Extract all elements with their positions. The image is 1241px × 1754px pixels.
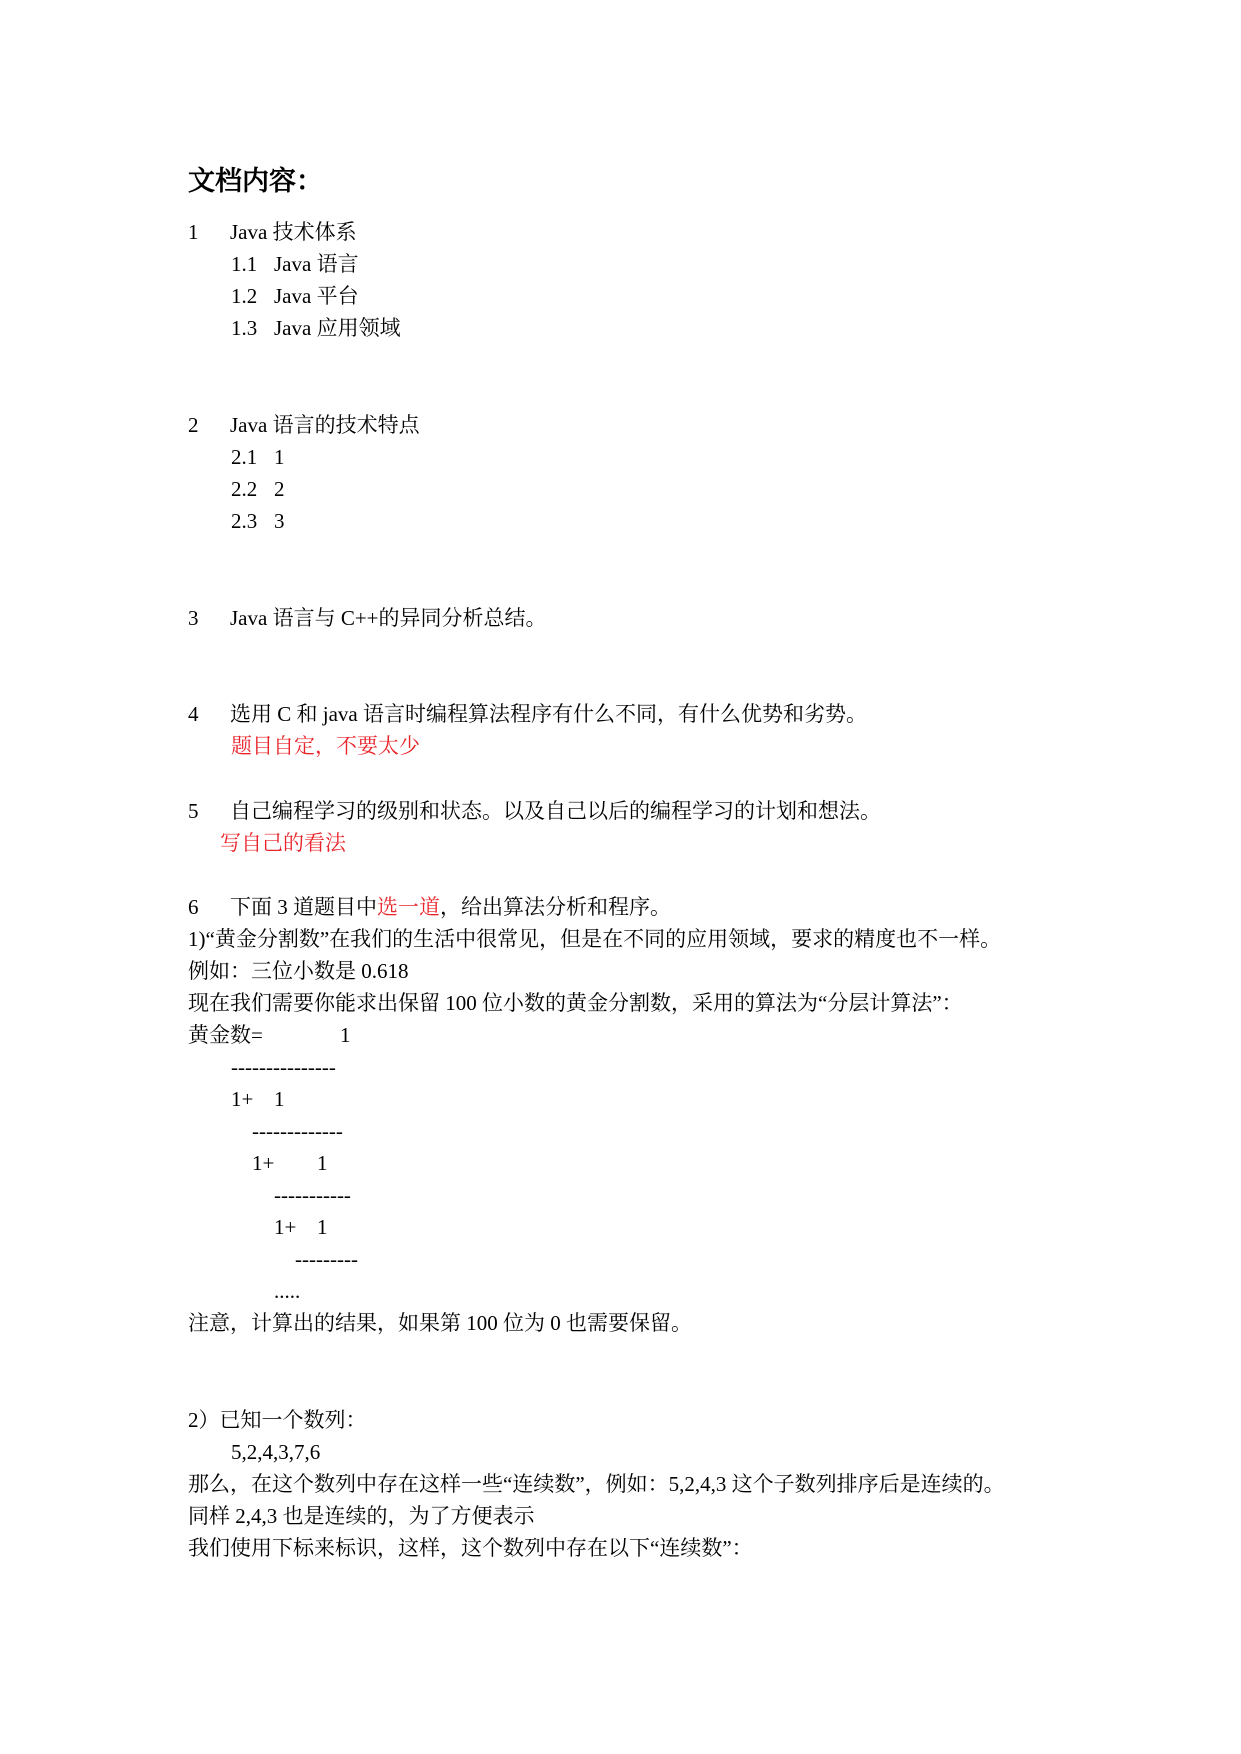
subsection-number: 1.1 — [231, 252, 258, 276]
problem-2-sequence: 5,2,4,3,7,6 — [231, 1440, 321, 1464]
section-text: Java 技术体系 — [230, 220, 357, 244]
problem-1-requirement: 现在我们需要你能求出保留 100 位小数的黄金分割数，采用的算法为“分层计算法”： — [188, 991, 963, 1015]
section-number: 1 — [188, 220, 199, 244]
subsection-1-2 — [231, 282, 359, 310]
subsection-number: 1.3 — [231, 316, 258, 340]
section-number: 3 — [188, 606, 199, 630]
formula-ellipsis: ..... — [274, 1279, 301, 1303]
subsection-text: Java 平台 — [274, 284, 359, 308]
subsection-number: 1.2 — [231, 284, 258, 308]
subsection-2-3 — [231, 507, 285, 535]
subsection-number: 2.3 — [231, 509, 258, 533]
formula-fraction-bar: --------------- — [231, 1055, 336, 1079]
subsection-text: Java 语言 — [274, 252, 359, 276]
subsection-1-3 — [231, 314, 401, 342]
subsection-text: 3 — [274, 509, 285, 533]
formula-level-1-numerator: 1 — [274, 1087, 285, 1111]
section-text-before: 下面 3 道题目中 — [230, 895, 377, 919]
formula-fraction-bar: --------- — [295, 1247, 358, 1271]
formula-fraction-bar: ----------- — [274, 1183, 351, 1207]
problem-1-note: 注意，计算出的结果，如果第 100 位为 0 也需要保留。 — [188, 1311, 692, 1335]
document-title: 文档内容： — [188, 166, 323, 197]
formula-level-2: 1+ — [252, 1151, 275, 1175]
section-text-highlight: 选一道 — [377, 895, 440, 919]
section-number: 6 — [188, 895, 199, 919]
problem-2-description: 那么，在这个数列中存在这样一些“连续数”，例如：5,2,4,3 这个子数列排序后是连续的。 — [188, 1472, 1005, 1496]
formula-level-3: 1+ — [274, 1215, 297, 1239]
subsection-text: 2 — [274, 477, 285, 501]
section-5-note: 写自己的看法 — [220, 831, 346, 855]
subsection-2-2 — [231, 475, 285, 503]
problem-2-description: 同样 2,4,3 也是连续的，为了方便表示 — [188, 1504, 535, 1528]
section-text: Java 语言的技术特点 — [230, 413, 420, 437]
problem-2-description: 我们使用下标来标识，这样，这个数列中存在以下“连续数”： — [188, 1536, 753, 1560]
section-3-heading — [188, 604, 547, 632]
formula-label: 黄金数= — [188, 1023, 263, 1047]
section-text: Java 语言与 C++的异同分析总结。 — [230, 606, 547, 630]
subsection-text: Java 应用领域 — [274, 316, 401, 340]
section-4-note: 题目自定，不要太少 — [231, 734, 420, 758]
formula-fraction-bar: ------------- — [252, 1119, 343, 1143]
problem-1-example: 例如：三位小数是 0.618 — [188, 959, 409, 983]
section-text-after: ，给出算法分析和程序。 — [440, 895, 671, 919]
section-number: 4 — [188, 702, 199, 726]
section-number: 2 — [188, 413, 199, 437]
subsection-2-1 — [231, 443, 285, 471]
section-2-heading — [188, 411, 420, 439]
subsection-text: 1 — [274, 445, 285, 469]
subsection-number: 2.1 — [231, 445, 258, 469]
formula-level-3-numerator: 1 — [317, 1215, 328, 1239]
problem-2-intro: 2）已知一个数列： — [188, 1408, 367, 1432]
section-4-heading — [188, 700, 867, 728]
section-1-heading — [188, 218, 357, 246]
formula-numerator: 1 — [340, 1023, 351, 1047]
section-6-heading — [188, 893, 671, 921]
section-number: 5 — [188, 799, 199, 823]
formula-level-1: 1+ — [231, 1087, 254, 1111]
subsection-1-1 — [231, 250, 359, 278]
section-text: 自己编程学习的级别和状态。以及自己以后的编程学习的计划和想法。 — [230, 799, 881, 823]
section-text: 选用 C 和 java 语言时编程算法程序有什么不同，有什么优势和劣势。 — [230, 702, 867, 726]
section-5-heading — [188, 797, 881, 825]
formula-level-2-numerator: 1 — [317, 1151, 328, 1175]
problem-1-intro: 1)“黄金分割数”在我们的生活中很常见，但是在不同的应用领域，要求的精度也不一样。 — [188, 927, 1002, 951]
subsection-number: 2.2 — [231, 477, 258, 501]
